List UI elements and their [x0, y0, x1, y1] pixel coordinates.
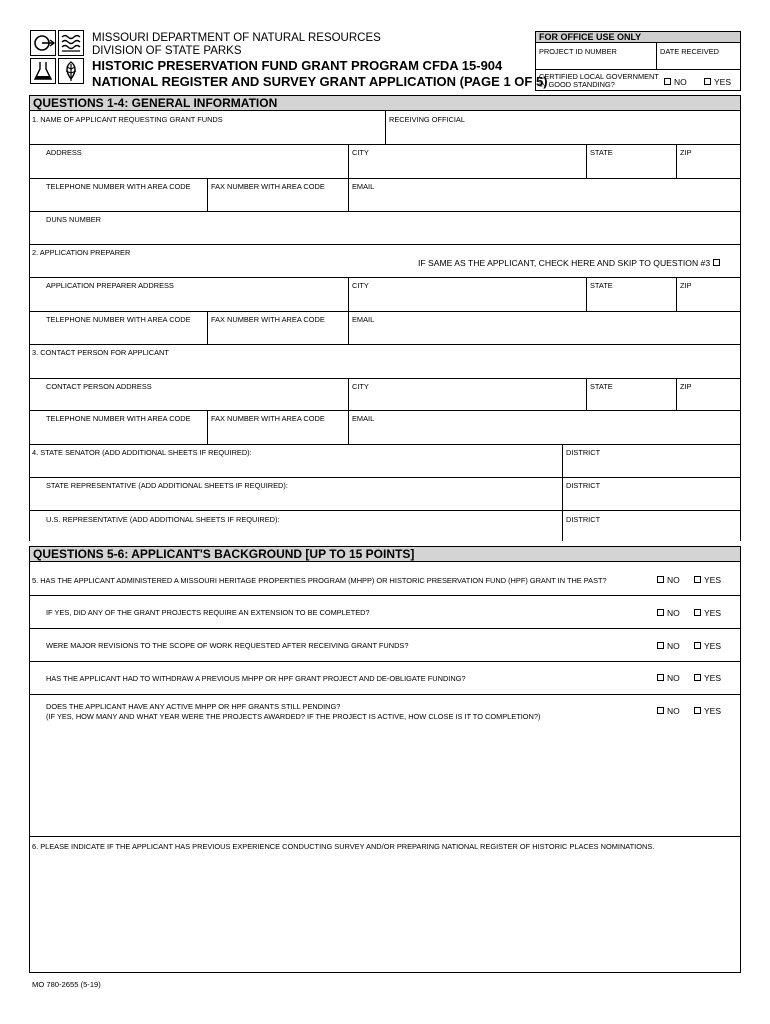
q5a-no-checkbox[interactable]: NO — [657, 608, 680, 618]
clg-yes-checkbox[interactable]: YES — [704, 77, 731, 87]
applicant-city-field[interactable]: CITY — [352, 148, 369, 157]
q5c-no-checkbox[interactable]: NO — [657, 673, 680, 683]
date-received-label: DATE RECEIVED — [660, 47, 719, 56]
logo-flask-icon — [30, 58, 56, 84]
form-title: NATIONAL REGISTER AND SURVEY GRANT APPLICATION (PAGE 1 OF 5) — [92, 74, 548, 89]
preparer-address-field[interactable]: APPLICATION PREPARER ADDRESS — [46, 281, 174, 290]
office-use-title: FOR OFFICE USE ONLY — [536, 32, 740, 43]
logo-water-icon — [58, 30, 84, 56]
q5d-yes-checkbox[interactable]: YES — [694, 706, 721, 716]
q5c-yes-checkbox[interactable]: YES — [694, 673, 721, 683]
division-name: DIVISION OF STATE PARKS — [92, 45, 242, 57]
contact-email-field[interactable]: EMAIL — [352, 414, 375, 423]
applicant-zip-field[interactable]: ZIP — [680, 148, 692, 157]
state-representative-field[interactable]: STATE REPRESENTATIVE (ADD ADDITIONAL SHEETS IF REQUIRED): — [46, 481, 288, 490]
preparer-city-field[interactable]: CITY — [352, 281, 369, 290]
q5-administered-grant-label: 5. HAS THE APPLICANT ADMINISTERED A MISSOURI HERITAGE PROPERTIES PROGRAM (MHPP) OR HISTORIC PRESERVATION FUND (HPF) GRANT IN THE PAST? — [32, 576, 607, 585]
contact-address-field[interactable]: CONTACT PERSON ADDRESS — [46, 382, 152, 391]
q6-response-area[interactable] — [30, 854, 740, 972]
clg-no-checkbox[interactable]: NO — [664, 77, 687, 87]
preparer-telephone-field[interactable]: TELEPHONE NUMBER WITH AREA CODE — [46, 315, 191, 324]
contact-city-field[interactable]: CITY — [352, 382, 369, 391]
q5d-response-area[interactable] — [30, 724, 740, 835]
q5a-extension-label: IF YES, DID ANY OF THE GRANT PROJECTS REQUIRE AN EXTENSION TO BE COMPLETED? — [46, 608, 370, 617]
q2-application-preparer-field[interactable]: 2. APPLICATION PREPARER — [32, 248, 131, 257]
us-representative-field[interactable]: U.S. REPRESENTATIVE (ADD ADDITIONAL SHEETS IF REQUIRED): — [46, 515, 280, 524]
q3-contact-person-field[interactable]: 3. CONTACT PERSON FOR APPLICANT — [32, 348, 169, 357]
state-rep-district-field[interactable]: DISTRICT — [566, 481, 601, 490]
form-number: MO 780-2655 (5-19) — [32, 980, 101, 989]
dnr-logo — [30, 30, 86, 86]
office-use-box — [535, 31, 741, 91]
logo-arrow-icon — [30, 30, 56, 56]
applicant-fax-field[interactable]: FAX NUMBER WITH AREA CODE — [211, 182, 325, 191]
applicant-state-field[interactable]: STATE — [590, 148, 613, 157]
q1-applicant-name-field[interactable]: 1. NAME OF APPLICANT REQUESTING GRANT FUNDS — [32, 115, 223, 124]
program-title: HISTORIC PRESERVATION FUND GRANT PROGRAM CFDA 15-904 — [92, 58, 503, 73]
section-applicant-background-header: QUESTIONS 5-6: APPLICANT'S BACKGROUND [UP TO 15 POINTS] — [29, 546, 741, 562]
department-name: MISSOURI DEPARTMENT OF NATURAL RESOURCES — [92, 32, 381, 44]
q5b-no-checkbox[interactable]: NO — [657, 641, 680, 651]
applicant-address-field[interactable]: ADDRESS — [46, 148, 82, 157]
preparer-email-field[interactable]: EMAIL — [352, 315, 375, 324]
q5c-withdraw-label: HAS THE APPLICANT HAD TO WITHDRAW A PREVIOUS MHPP OR HPF GRANT PROJECT AND DE-OBLIGATE FUNDING? — [46, 674, 466, 683]
preparer-state-field[interactable]: STATE — [590, 281, 613, 290]
contact-state-field[interactable]: STATE — [590, 382, 613, 391]
q5-yes-checkbox[interactable]: YES — [694, 575, 721, 585]
contact-fax-field[interactable]: FAX NUMBER WITH AREA CODE — [211, 414, 325, 423]
contact-zip-field[interactable]: ZIP — [680, 382, 692, 391]
q5d-active-grants-detail: (IF YES, HOW MANY AND WHAT YEAR WERE THE PROJECTS AWARDED? IF THE PROJECT IS ACTIVE, HOW CLOSE IS IT TO COMPLETION?) — [46, 712, 541, 721]
duns-number-field[interactable]: DUNS NUMBER — [46, 215, 102, 224]
q5d-active-grants-label: DOES THE APPLICANT HAVE ANY ACTIVE MHPP OR HPF GRANTS STILL PENDING? — [46, 702, 341, 711]
logo-leaf-icon — [58, 58, 84, 84]
section-general-information-header: QUESTIONS 1-4: GENERAL INFORMATION — [29, 95, 741, 111]
clg-label: CERTIFIED LOCAL GOVERNMENT IN GOOD STANDING? — [539, 72, 659, 89]
q5-no-checkbox[interactable]: NO — [657, 575, 680, 585]
same-as-applicant-checkbox[interactable]: IF SAME AS THE APPLICANT, CHECK HERE AND SKIP TO QUESTION #3 — [418, 258, 720, 268]
receiving-official-field[interactable]: RECEIVING OFFICIAL — [389, 115, 465, 124]
us-rep-district-field[interactable]: DISTRICT — [566, 515, 601, 524]
preparer-zip-field[interactable]: ZIP — [680, 281, 692, 290]
q5d-no-checkbox[interactable]: NO — [657, 706, 680, 716]
applicant-email-field[interactable]: EMAIL — [352, 182, 375, 191]
q5b-yes-checkbox[interactable]: YES — [694, 641, 721, 651]
q6-experience-label: 6. PLEASE INDICATE IF THE APPLICANT HAS PREVIOUS EXPERIENCE CONDUCTING SURVEY AND/OR PREPARING NATIONAL REGISTER OF HISTORIC PLACES NOMINATIONS. — [32, 842, 655, 851]
q5a-yes-checkbox[interactable]: YES — [694, 608, 721, 618]
contact-telephone-field[interactable]: TELEPHONE NUMBER WITH AREA CODE — [46, 414, 191, 423]
applicant-telephone-field[interactable]: TELEPHONE NUMBER WITH AREA CODE — [46, 182, 191, 191]
project-id-label: PROJECT ID NUMBER — [539, 47, 617, 56]
preparer-fax-field[interactable]: FAX NUMBER WITH AREA CODE — [211, 315, 325, 324]
q5b-revisions-label: WERE MAJOR REVISIONS TO THE SCOPE OF WORK REQUESTED AFTER RECEIVING GRANT FUNDS? — [46, 641, 409, 650]
senator-district-field[interactable]: DISTRICT — [566, 448, 601, 457]
q4-state-senator-field[interactable]: 4. STATE SENATOR (ADD ADDITIONAL SHEETS IF REQUIRED): — [32, 448, 252, 457]
